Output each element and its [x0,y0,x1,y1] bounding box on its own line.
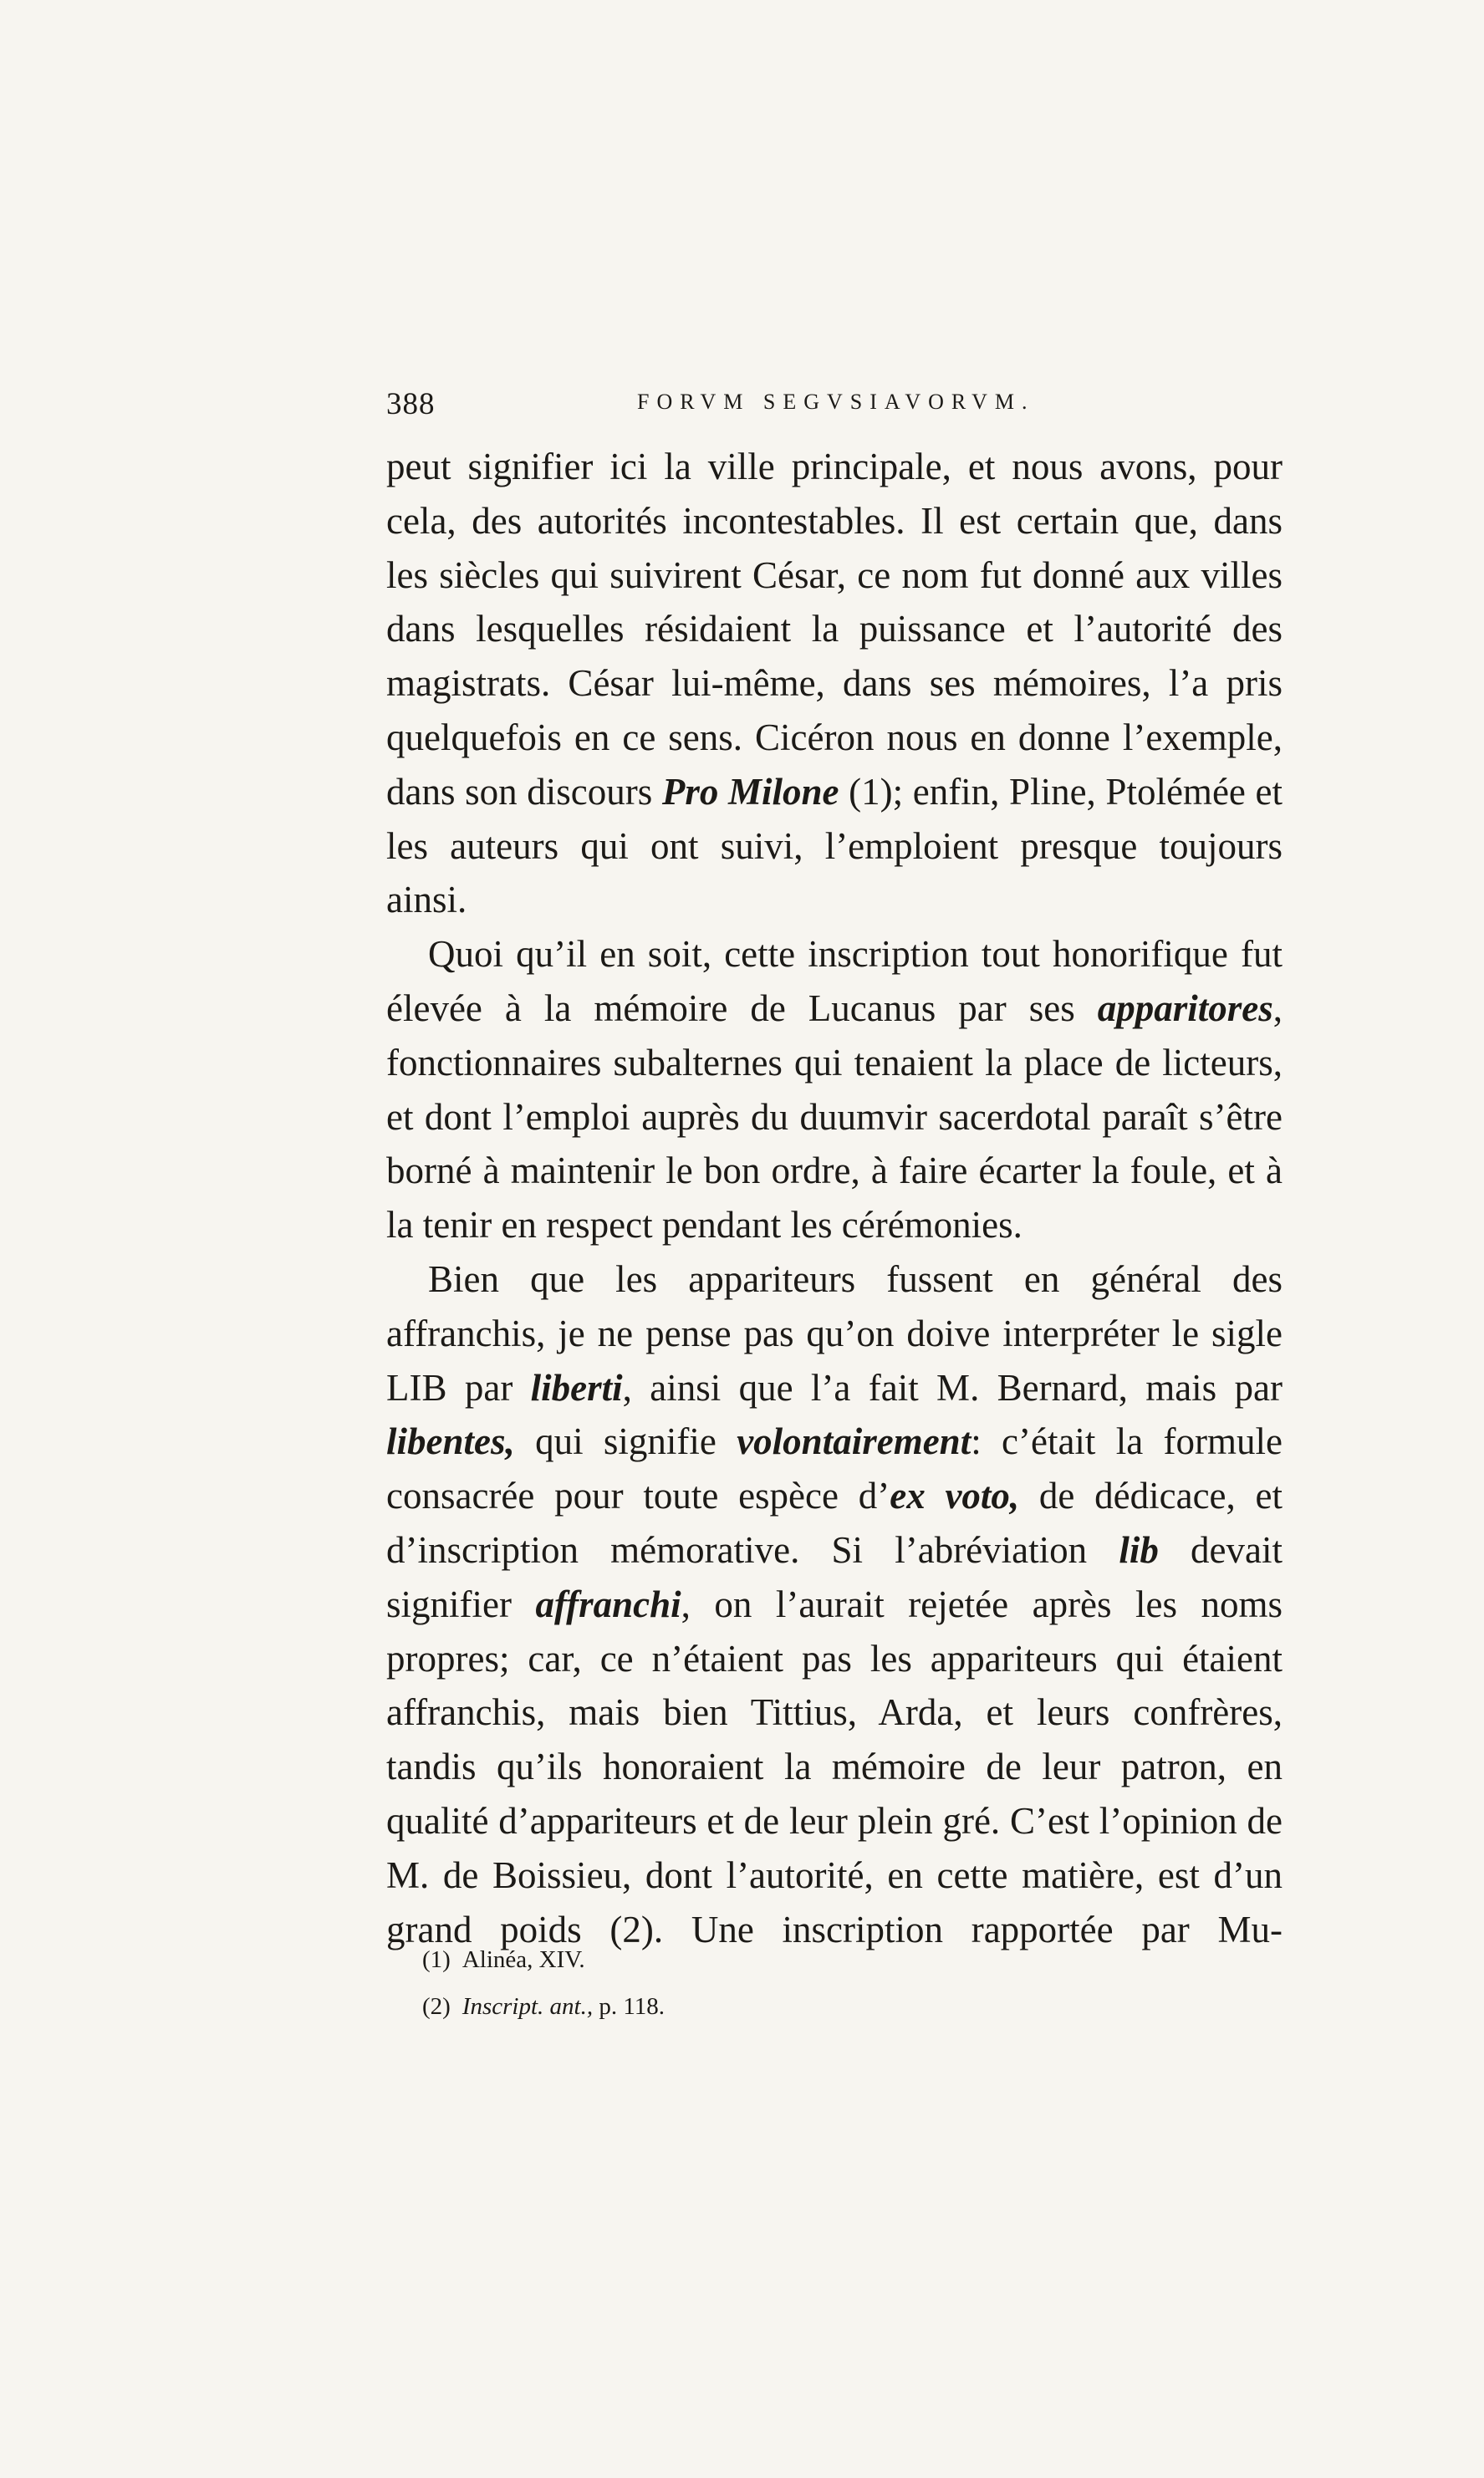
italic-run: libentes, [386,1420,515,1463]
page-header [386,386,1285,436]
italic-run: liberti [530,1366,623,1409]
paragraph-1 [386,440,1283,927]
footnote-italic: Inscript. ant., [462,1993,594,2020]
text-run: Bien que les appariteurs fussent en général des affranchis, je ne pense pas qu’on doive interpréter le sigle LIB par [386,1257,1283,1409]
body-text [386,440,1283,1956]
running-title: FORVM SEGVSIAVORVM. [637,390,1035,414]
italic-run: Pro Milone [661,770,839,813]
italic-run: volontairement [737,1420,971,1463]
footnote-2 [422,1983,1175,2030]
text-run: , ainsi que l’a fait M. Bernard, mais par [622,1366,1283,1409]
text-run: de dédicace, et d’inscription mémorative. Si l’abréviation [386,1475,1283,1571]
text-run: qui signifie [514,1420,737,1463]
text-run: , fonctionnaires subalternes qui tenaient la place de licteurs, et dont l’emploi auprès du duumvir sacerdotal paraît s’être borné à maintenir le bon ordre, à faire écarter la foule, et à la tenir en respect pendant les cérémonies. [386,987,1283,1247]
footnote-text: p. 118. [593,1993,666,2020]
italic-run: lib [1119,1528,1159,1571]
footnote-ref: (2) [422,1993,451,2020]
page-number: 388 [386,387,436,421]
italic-run: apparitores [1097,987,1273,1029]
paragraph-2 [386,927,1283,1252]
text-run: Quoi qu’il en soit, cette inscription tout honorifique fut élevée à la mémoire de Lucanus par ses [386,933,1283,1029]
text-run: devait signifier [386,1528,1283,1625]
text-run: , on l’aurait rejetée après les noms propres; car, ce n’étaient pas les appariteurs qui étaient affranchis, mais bien Tittius, Arda, et leurs confrères, tandis qu’ils honoraient la mémoire de leur patron, en qualité d’appariteurs et de leur plein gré. C’est l’opinion de M. de Boissieu, dont l’autorité, en cette matière, est d’un grand poids (2). Une inscription rapportée par Mu- [386,1583,1283,1950]
footnote-1 [422,1936,1175,1983]
paragraph-3 [386,1252,1283,1956]
text-run: : c’était la formule consacrée pour toute espèce d’ [386,1420,1283,1517]
italic-run: affranchi [535,1583,681,1625]
footnotes [422,1936,1175,2030]
text-run: peut signifier ici la ville principale, et nous avons, pour cela, des autorités incontestables. Il est certain que, dans les siècles qui suivirent César, ce nom fut donné aux villes dans lesquelles résidaient la puissance et l’autorité des magistrats. César lui-même, dans ses mémoires, l’a pris quelquefois en ce sens. Cicéron nous en donne l’exemple, dans son discours [386,446,1283,813]
italic-run: ex voto, [890,1475,1020,1517]
footnote-ref: (1) [422,1946,451,1973]
footnote-text: Alinéa, XIV. [462,1946,585,1973]
text-run: (1); enfin, Pline, Ptolémée et les auteurs qui ont suivi, l’emploient presque toujours ainsi. [386,770,1283,921]
